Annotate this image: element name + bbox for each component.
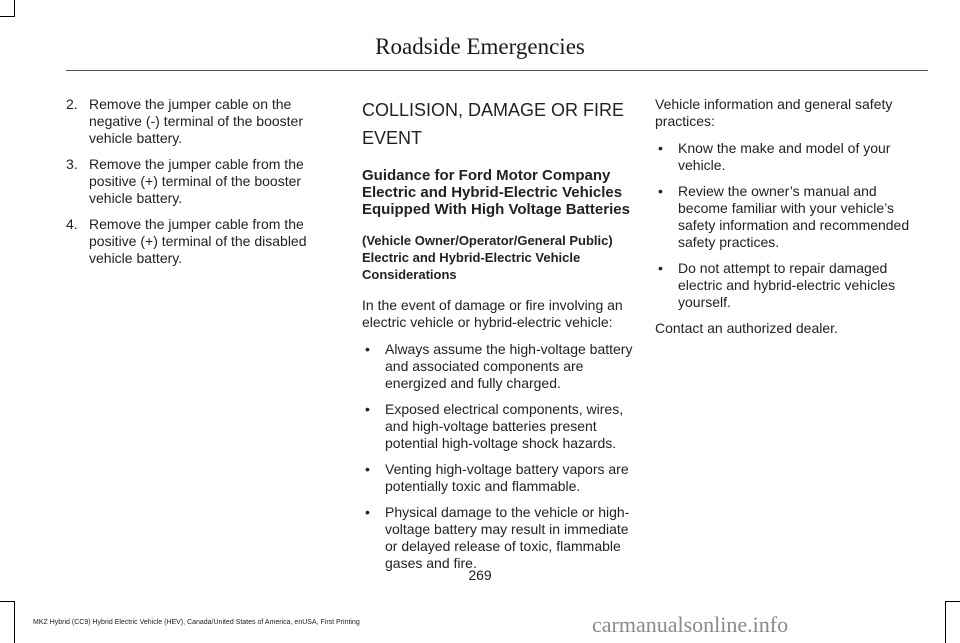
bullet-glyph: • — [365, 341, 370, 357]
section-subsubheading: (Vehicle Owner/Operator/General Public) Electric and Hybrid-Electric Vehicle Considerations — [362, 233, 613, 282]
step-text: Remove the jumper cable on the negative (-) terminal of the booster vehicle battery. — [89, 96, 303, 146]
bullet-glyph: • — [658, 260, 663, 276]
list-item — [362, 504, 634, 572]
page-number: 269 — [468, 567, 492, 583]
bullet-text: Know the make and model of your vehicle. — [678, 140, 891, 173]
list-item — [655, 183, 930, 251]
practices-intro: Vehicle information and general safety practices: — [655, 96, 893, 129]
header-divider — [66, 70, 928, 71]
practices-bullets — [655, 140, 930, 311]
hazard-bullets — [362, 341, 634, 572]
step-number: 4. — [66, 216, 78, 232]
bullet-glyph: • — [365, 461, 370, 477]
bullet-glyph: • — [365, 401, 370, 417]
column-right — [655, 96, 930, 347]
section-title-line2: EVENT — [362, 128, 423, 148]
step-text: Remove the jumper cable from the positive (+) terminal of the disabled vehicle battery. — [89, 216, 307, 266]
step-text: Remove the jumper cable from the positive (+) terminal of the booster vehicle battery. — [89, 156, 304, 206]
list-item — [66, 96, 338, 147]
column-middle — [362, 96, 634, 581]
page-header-title: Roadside Emergencies — [375, 34, 585, 59]
crop-mark-bottom-left — [14, 601, 15, 643]
practices-closing: Contact an authorized dealer. — [655, 320, 838, 336]
section-subheading: Guidance for Ford Motor Company Electric and Hybrid-Electric Vehicles Equipped With High Voltage Batteries — [362, 167, 630, 218]
crop-mark-bottom-right — [945, 601, 946, 643]
list-item — [362, 461, 634, 495]
step-number: 3. — [66, 156, 78, 172]
bullet-text: Venting high-voltage battery vapors are potentially toxic and flammable. — [385, 461, 629, 494]
list-item — [655, 140, 930, 174]
list-item — [66, 216, 338, 267]
bullet-text: Do not attempt to repair damaged electric and hybrid-electric vehicles yourself. — [678, 260, 896, 310]
bullet-text: Physical damage to the vehicle or high-voltage battery may result in immediate or delayed release of toxic, flammable gases and fire. — [385, 504, 630, 571]
bullet-text: Exposed electrical components, wires, and high-voltage batteries present potential high-voltage shock hazards. — [385, 401, 624, 451]
column-left — [66, 96, 338, 276]
crop-mark-top-left — [14, 0, 15, 16]
list-item — [655, 260, 930, 311]
section-intro: In the event of damage or fire involving an electric vehicle or hybrid-electric vehicle: — [362, 297, 623, 330]
watermark-text: carmanualsonline.info — [592, 612, 789, 637]
step-number: 2. — [66, 96, 78, 112]
footer-text: MKZ Hybrid (CC9) Hybrid Electric Vehicle (HEV), Canada/United States of America, enUSA, First Printing — [33, 619, 360, 626]
bullet-glyph: • — [365, 504, 370, 520]
bullet-text: Always assume the high-voltage battery and associated components are energized and fully charged. — [385, 341, 633, 391]
bullet-glyph: • — [658, 183, 663, 199]
section-title-line1: COLLISION, DAMAGE OR FIRE — [362, 100, 625, 120]
list-item — [66, 156, 338, 207]
bullet-text: Review the owner’s manual and become familiar with your vehicle’s safety information and recommended safety practices. — [678, 183, 910, 250]
bullet-glyph: • — [658, 140, 663, 156]
crop-mark-bottom-right — [945, 601, 960, 602]
list-item — [362, 401, 634, 452]
crop-mark-bottom-left — [0, 601, 15, 602]
crop-mark-top-left — [0, 16, 15, 17]
list-item — [362, 341, 634, 392]
jumper-steps-list — [66, 96, 338, 267]
